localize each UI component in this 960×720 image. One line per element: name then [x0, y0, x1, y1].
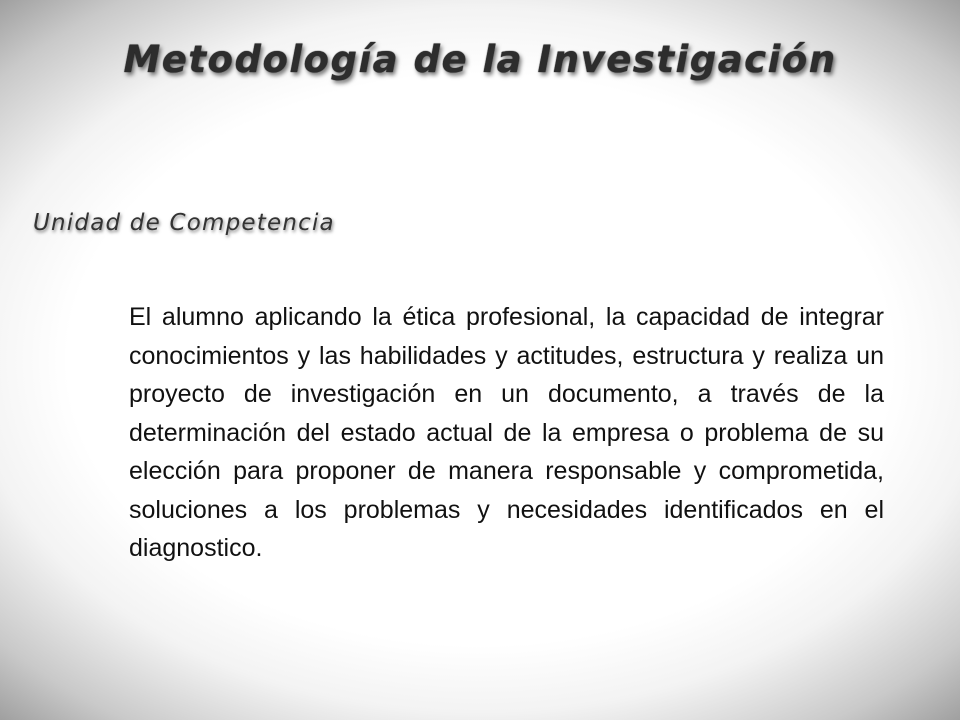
body-paragraph: El alumno aplicando la ética profesional, la capacidad de integrar conocimientos y las habilidades y actitudes, estructura y realiza un proyecto de investigación en un documento, a través de la determinación del estado actual de la empresa o problema de su elección para proponer de manera responsable y comprometida, soluciones a los problemas y necesidades identificados en el diagnostico. — [129, 303, 884, 562]
section-heading: Unidad de Competencia — [33, 210, 335, 236]
slide-title: Metodología de la Investigación — [123, 38, 837, 81]
